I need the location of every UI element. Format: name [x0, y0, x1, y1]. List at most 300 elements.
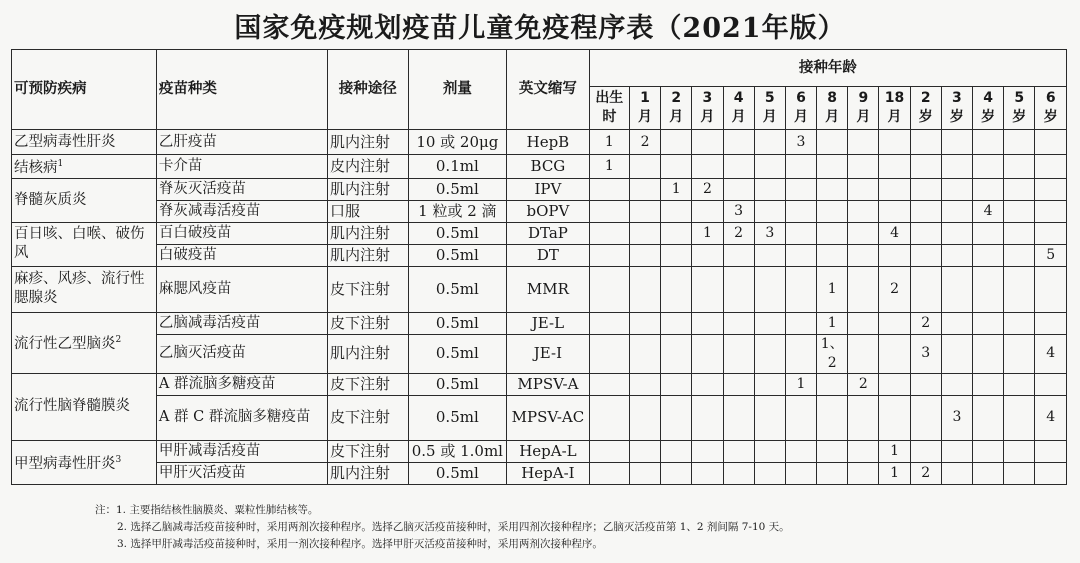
dose-number-cell: [589, 395, 629, 440]
dose-number-cell: [1035, 200, 1067, 222]
dose-number-cell: [941, 334, 972, 373]
disease-name: 麻疹、风疹、流行性腮腺炎: [14, 271, 145, 307]
dose: 0.1ml: [408, 155, 507, 179]
dose-number-cell: [629, 373, 660, 395]
dose-number-cell: [879, 200, 910, 222]
dose-number-cell: [848, 334, 879, 373]
age-column-header: [817, 87, 848, 130]
footnote-line: 3. 选择甲肝减毒活疫苗接种时，采用一剂次接种程序。选择甲肝灭活疫苗接种时，采用两剂次接种程序。: [117, 538, 603, 550]
age-column-header: [723, 87, 754, 130]
dose-number-cell: [661, 312, 692, 334]
vaccine-row: [12, 155, 1067, 179]
dose-number-cell: [910, 155, 941, 179]
dose-number-cell: [848, 440, 879, 462]
disease-name: 百日咳、白喉、破伤风: [14, 226, 145, 262]
age-unit: 岁: [981, 109, 996, 125]
route: 皮下注射: [328, 440, 409, 462]
dose-number-cell: [692, 462, 723, 484]
dose-number-cell: 4: [879, 222, 910, 244]
dose-number-cell: [1035, 266, 1067, 312]
age-value: 2: [920, 90, 931, 106]
age-value: 6: [796, 90, 806, 106]
abbreviation: JE-I: [507, 334, 590, 373]
dose-number-cell: [848, 312, 879, 334]
dose-number-cell: [723, 266, 754, 312]
age-value: 18: [884, 90, 905, 106]
footnote-ref: 1: [57, 159, 64, 169]
dose-number-cell: [941, 266, 972, 312]
dose-number-cell: [754, 462, 785, 484]
dose-number-cell: [754, 266, 785, 312]
vaccine-name: A 群 C 群流脑多糖疫苗: [156, 395, 327, 440]
vaccine-row: [12, 178, 1067, 200]
dose-number-cell: [973, 312, 1004, 334]
dose-number-cell: [589, 334, 629, 373]
abbreviation: HepA-I: [507, 462, 590, 484]
dose: 0.5ml: [408, 178, 507, 200]
age-column-header: [848, 87, 879, 130]
dose-number-cell: [879, 334, 910, 373]
age-unit: 岁: [918, 109, 933, 125]
dose-number-cell: [848, 130, 879, 155]
age-unit: 月: [856, 109, 871, 125]
vaccine-name: 脊灰减毒活疫苗: [156, 200, 327, 222]
route: 肌内注射: [328, 462, 409, 484]
dose-number-cell: [589, 373, 629, 395]
header-disease: 可预防疾病: [12, 50, 157, 130]
dose-number-cell: [629, 178, 660, 200]
dose-number-cell: [692, 200, 723, 222]
dose-number-cell: [629, 312, 660, 334]
dose-number-cell: [973, 334, 1004, 373]
dose-number-cell: [1035, 178, 1067, 200]
vaccine-name: 甲肝减毒活疫苗: [156, 440, 327, 462]
disease-cell: [12, 312, 157, 373]
disease-cell: [12, 130, 157, 155]
age-unit: 月: [638, 109, 653, 125]
dose-number-cell: [589, 312, 629, 334]
header-vaccine: 疫苗种类: [156, 50, 327, 130]
dose: 0.5ml: [408, 373, 507, 395]
dose-number-cell: [973, 395, 1004, 440]
dose-number-cell: [629, 395, 660, 440]
dose-number-cell: [973, 373, 1004, 395]
dose-number-cell: [973, 440, 1004, 462]
dose-number-cell: [817, 222, 848, 244]
dose-number-cell: [973, 462, 1004, 484]
dose-number-cell: 1: [661, 178, 692, 200]
dose-number-cell: [629, 200, 660, 222]
age-value: 8: [827, 90, 838, 106]
age-value: 出生: [595, 90, 624, 106]
age-unit: 月: [731, 109, 746, 125]
dose-number-cell: 4: [1035, 334, 1067, 373]
dose-number-cell: [910, 244, 941, 266]
dose-number-cell: [661, 200, 692, 222]
vaccine-name: A 群流脑多糖疫苗: [156, 373, 327, 395]
dose-number-cell: [941, 222, 972, 244]
dose-number-cell: [785, 178, 816, 200]
age-unit: 岁: [1012, 109, 1027, 125]
abbreviation: HepA-L: [507, 440, 590, 462]
dose-number-cell: [723, 155, 754, 179]
dose-number-cell: [723, 334, 754, 373]
dose-number-cell: [1004, 462, 1035, 484]
dose-number-cell: [1035, 312, 1067, 334]
vaccine-row: [12, 266, 1067, 312]
dose-number-cell: [941, 440, 972, 462]
dose: 0.5ml: [408, 244, 507, 266]
dose-number-cell: 1: [589, 155, 629, 179]
dose-number-cell: 1: [879, 462, 910, 484]
dose-number-cell: [1035, 222, 1067, 244]
disease-name: 流行性乙型脑炎: [14, 336, 116, 353]
age-value: 5: [1014, 90, 1025, 106]
dose-number-cell: [973, 178, 1004, 200]
dose-number-cell: [1004, 312, 1035, 334]
dose-number-cell: 1: [785, 373, 816, 395]
dose-number-cell: [848, 395, 879, 440]
dose: 0.5ml: [408, 334, 507, 373]
dose-number-cell: [589, 266, 629, 312]
dose-number-cell: [1035, 373, 1067, 395]
vaccine-name: 卡介苗: [156, 155, 327, 179]
dose-number-cell: [848, 200, 879, 222]
dose-number-cell: [754, 440, 785, 462]
age-value: 1: [640, 90, 650, 106]
dose-number-cell: [692, 440, 723, 462]
dose-number-cell: [661, 222, 692, 244]
age-value: 3: [702, 90, 713, 106]
dose-number-cell: [910, 200, 941, 222]
header-age-group: 接种年龄: [589, 50, 1066, 87]
dose-number-cell: [723, 312, 754, 334]
dose-number-cell: [817, 244, 848, 266]
dose-number-cell: [910, 266, 941, 312]
dose-number-cell: [817, 373, 848, 395]
dose-number-cell: [941, 155, 972, 179]
dose-number-cell: [661, 266, 692, 312]
dose: 0.5 或 1.0ml: [408, 440, 507, 462]
dose-number-cell: [754, 334, 785, 373]
dose-number-cell: [754, 178, 785, 200]
dose-number-cell: [910, 440, 941, 462]
dose-number-cell: [754, 312, 785, 334]
dose-number-cell: [910, 222, 941, 244]
dose-number-cell: 1: [692, 222, 723, 244]
dose-number-cell: [692, 312, 723, 334]
dose: 0.5ml: [408, 266, 507, 312]
vaccine-row: [12, 395, 1067, 440]
dose-number-cell: [848, 155, 879, 179]
dose-number-cell: [692, 130, 723, 155]
dose-number-cell: [941, 462, 972, 484]
dose-number-cell: [973, 266, 1004, 312]
age-column-header: [589, 87, 629, 130]
disease-name: 乙型病毒性肝炎: [14, 133, 116, 150]
dose-number-cell: [723, 440, 754, 462]
dose-number-cell: [723, 244, 754, 266]
abbreviation: bOPV: [507, 200, 590, 222]
age-unit: 月: [825, 109, 840, 125]
age-column-header: [1035, 87, 1067, 130]
dose-number-cell: [692, 244, 723, 266]
dose-number-cell: [589, 200, 629, 222]
age-column-header: [910, 87, 941, 130]
dose-number-cell: 2: [879, 266, 910, 312]
disease-name: 脊髓灰质炎: [14, 191, 87, 208]
disease-cell: [12, 178, 157, 222]
dose-number-cell: [629, 266, 660, 312]
disease-name: 结核病: [14, 159, 58, 176]
dose-number-cell: [629, 440, 660, 462]
dose-number-cell: [1004, 222, 1035, 244]
dose-number-cell: [879, 130, 910, 155]
dose-number-cell: [973, 130, 1004, 155]
dose-number-cell: [785, 462, 816, 484]
dose-number-cell: [661, 440, 692, 462]
dose-number-cell: 2: [910, 462, 941, 484]
age-unit: 月: [793, 109, 808, 125]
dose-number-cell: [817, 178, 848, 200]
route: 肌内注射: [328, 244, 409, 266]
vaccine-row: [12, 200, 1067, 222]
dose-number-cell: 4: [1035, 395, 1067, 440]
dose-number-cell: [661, 155, 692, 179]
vaccine-name: 乙脑灭活疫苗: [156, 334, 327, 373]
dose-number-cell: [629, 222, 660, 244]
footnote-line: 注：1. 主要指结核性脑膜炎、粟粒性肺结核等。: [95, 504, 319, 516]
dose-number-cell: [661, 395, 692, 440]
age-value: 9: [858, 90, 869, 106]
dose-number-cell: [848, 244, 879, 266]
dose-number-cell: 1: [817, 312, 848, 334]
dose: 0.5ml: [408, 462, 507, 484]
age-unit: 月: [669, 109, 684, 125]
age-column-header: [754, 87, 785, 130]
vaccine-row: [12, 462, 1067, 484]
age-unit: 时: [602, 109, 617, 125]
dose-number-cell: [629, 334, 660, 373]
dose-number-cell: [879, 178, 910, 200]
dose: 1 粒或 2 滴: [408, 200, 507, 222]
route: 皮下注射: [328, 312, 409, 334]
disease-cell: [12, 440, 157, 484]
dose-number-cell: [754, 200, 785, 222]
header-row: [12, 50, 1067, 87]
dose-number-cell: 2: [629, 130, 660, 155]
dose-number-cell: 3: [785, 130, 816, 155]
dose: 0.5ml: [408, 222, 507, 244]
vaccine-row: [12, 373, 1067, 395]
footnote-ref: 3: [115, 454, 122, 465]
abbreviation: DTaP: [507, 222, 590, 244]
header-dose: 剂量: [408, 50, 507, 130]
dose-number-cell: [785, 334, 816, 373]
age-unit: 月: [762, 109, 777, 125]
dose-number-cell: 3: [941, 395, 972, 440]
dose: 10 或 20μg: [408, 130, 507, 155]
dose-number-cell: 4: [973, 200, 1004, 222]
age-unit: 岁: [1043, 109, 1058, 125]
dose-number-cell: [1004, 200, 1035, 222]
dose-number-cell: [589, 178, 629, 200]
dose-number-cell: [848, 222, 879, 244]
dose-number-cell: [785, 244, 816, 266]
vaccine-row: [12, 334, 1067, 373]
header-abbr: 英文缩写: [507, 50, 590, 130]
dose-number-cell: [817, 200, 848, 222]
dose-number-cell: [589, 440, 629, 462]
dose-number-cell: [941, 373, 972, 395]
dose-number-cell: [1004, 334, 1035, 373]
age-value: 6: [1045, 90, 1056, 106]
dose-number-cell: [723, 130, 754, 155]
dose-number-cell: [848, 462, 879, 484]
dose-number-cell: [661, 334, 692, 373]
age-column-header: [941, 87, 972, 130]
dose-number-cell: [589, 462, 629, 484]
abbreviation: JE-L: [507, 312, 590, 334]
dose-number-cell: [910, 373, 941, 395]
route: 皮内注射: [328, 155, 409, 179]
dose-number-cell: [817, 130, 848, 155]
disease-name: 甲型病毒性肝炎: [14, 455, 116, 472]
route: 皮下注射: [328, 373, 409, 395]
dose-number-cell: [661, 373, 692, 395]
abbreviation: MPSV-AC: [507, 395, 590, 440]
vaccine-name: 乙脑减毒活疫苗: [156, 312, 327, 334]
disease-cell: [12, 266, 157, 312]
age-value: 4: [983, 90, 993, 106]
abbreviation: MMR: [507, 266, 590, 312]
dose-number-cell: [1004, 178, 1035, 200]
dose-number-cell: [1004, 373, 1035, 395]
dose-number-cell: [754, 373, 785, 395]
dose-number-cell: [589, 222, 629, 244]
dose-number-cell: [661, 130, 692, 155]
route: 肌内注射: [328, 222, 409, 244]
dose-number-cell: [692, 373, 723, 395]
disease-cell: [12, 222, 157, 266]
vaccine-name: 白破疫苗: [156, 244, 327, 266]
disease-cell: [12, 373, 157, 440]
dose-number-cell: [589, 244, 629, 266]
dose-number-cell: [785, 155, 816, 179]
dose-number-cell: [692, 155, 723, 179]
dose-number-cell: [879, 395, 910, 440]
footnotes: [95, 502, 1075, 553]
dose-number-cell: [785, 200, 816, 222]
vaccine-row: [12, 440, 1067, 462]
abbreviation: IPV: [507, 178, 590, 200]
dose-number-cell: [817, 440, 848, 462]
age-column-header: [692, 87, 723, 130]
dose-number-cell: [1035, 440, 1067, 462]
dose-number-cell: [661, 244, 692, 266]
dose-number-cell: [723, 462, 754, 484]
dose-number-cell: [941, 178, 972, 200]
dose-number-cell: 1: [589, 130, 629, 155]
dose-number-cell: [941, 200, 972, 222]
dose-number-cell: [1035, 130, 1067, 155]
dose-number-cell: [723, 178, 754, 200]
dose-number-cell: 2: [692, 178, 723, 200]
dose-number-cell: [1035, 462, 1067, 484]
dose-number-cell: [817, 462, 848, 484]
dose-number-cell: [1004, 130, 1035, 155]
dose-number-cell: [629, 244, 660, 266]
vaccine-name: 脊灰灭活疫苗: [156, 178, 327, 200]
dose-number-cell: [848, 178, 879, 200]
footnote-ref: 2: [115, 335, 122, 346]
dose-number-cell: [692, 334, 723, 373]
vaccine-name: 百白破疫苗: [156, 222, 327, 244]
age-unit: 月: [700, 109, 715, 125]
age-value: 4: [733, 90, 744, 106]
footnote-line: 2. 选择乙脑减毒活疫苗接种时，采用两剂次接种程序。选择乙脑灭活疫苗接种时，采用四剂次接种程序；乙脑灭活疫苗第 1、2 剂间隔 7-10 天。: [117, 521, 790, 533]
dose-number-cell: [754, 395, 785, 440]
immunization-schedule-table: [11, 49, 1067, 485]
dose-number-cell: [879, 312, 910, 334]
dose-number-cell: [879, 244, 910, 266]
dose-number-cell: [785, 395, 816, 440]
abbreviation: BCG: [507, 155, 590, 179]
dose-number-cell: [941, 312, 972, 334]
dose-number-cell: [973, 244, 1004, 266]
abbreviation: DT: [507, 244, 590, 266]
vaccine-row: [12, 312, 1067, 334]
dose-number-cell: [785, 440, 816, 462]
dose-number-cell: 2: [910, 312, 941, 334]
header-route: 接种途径: [328, 50, 409, 130]
dose-number-cell: [941, 244, 972, 266]
dose-number-cell: [1004, 440, 1035, 462]
dose-number-cell: [629, 462, 660, 484]
vaccine-row: [12, 222, 1067, 244]
dose-number-cell: [879, 155, 910, 179]
age-column-header: [879, 87, 910, 130]
dose-number-cell: [973, 155, 1004, 179]
age-value: 3: [952, 90, 962, 106]
dose-number-cell: [817, 395, 848, 440]
vaccine-row: [12, 130, 1067, 155]
dose-number-cell: [1004, 395, 1035, 440]
dose-number-cell: [1004, 266, 1035, 312]
route: 肌内注射: [328, 130, 409, 155]
age-column-header: [973, 87, 1004, 130]
age-column-header: [629, 87, 660, 130]
dose-number-cell: 1: [879, 440, 910, 462]
dose-number-cell: [754, 244, 785, 266]
age-column-header: [661, 87, 692, 130]
dose-number-cell: [910, 130, 941, 155]
dose-number-cell: [910, 178, 941, 200]
age-column-header: [785, 87, 816, 130]
dose-number-cell: [910, 395, 941, 440]
disease-cell: [12, 155, 157, 179]
dose-number-cell: [754, 130, 785, 155]
abbreviation: MPSV-A: [507, 373, 590, 395]
dose-number-cell: 3: [723, 200, 754, 222]
age-value: 2: [671, 90, 682, 106]
route: 肌内注射: [328, 334, 409, 373]
dose-number-cell: [1004, 155, 1035, 179]
dose: 0.5ml: [408, 312, 507, 334]
dose-number-cell: 5: [1035, 244, 1067, 266]
dose-number-cell: 1、2: [817, 334, 848, 373]
dose-number-cell: [754, 155, 785, 179]
